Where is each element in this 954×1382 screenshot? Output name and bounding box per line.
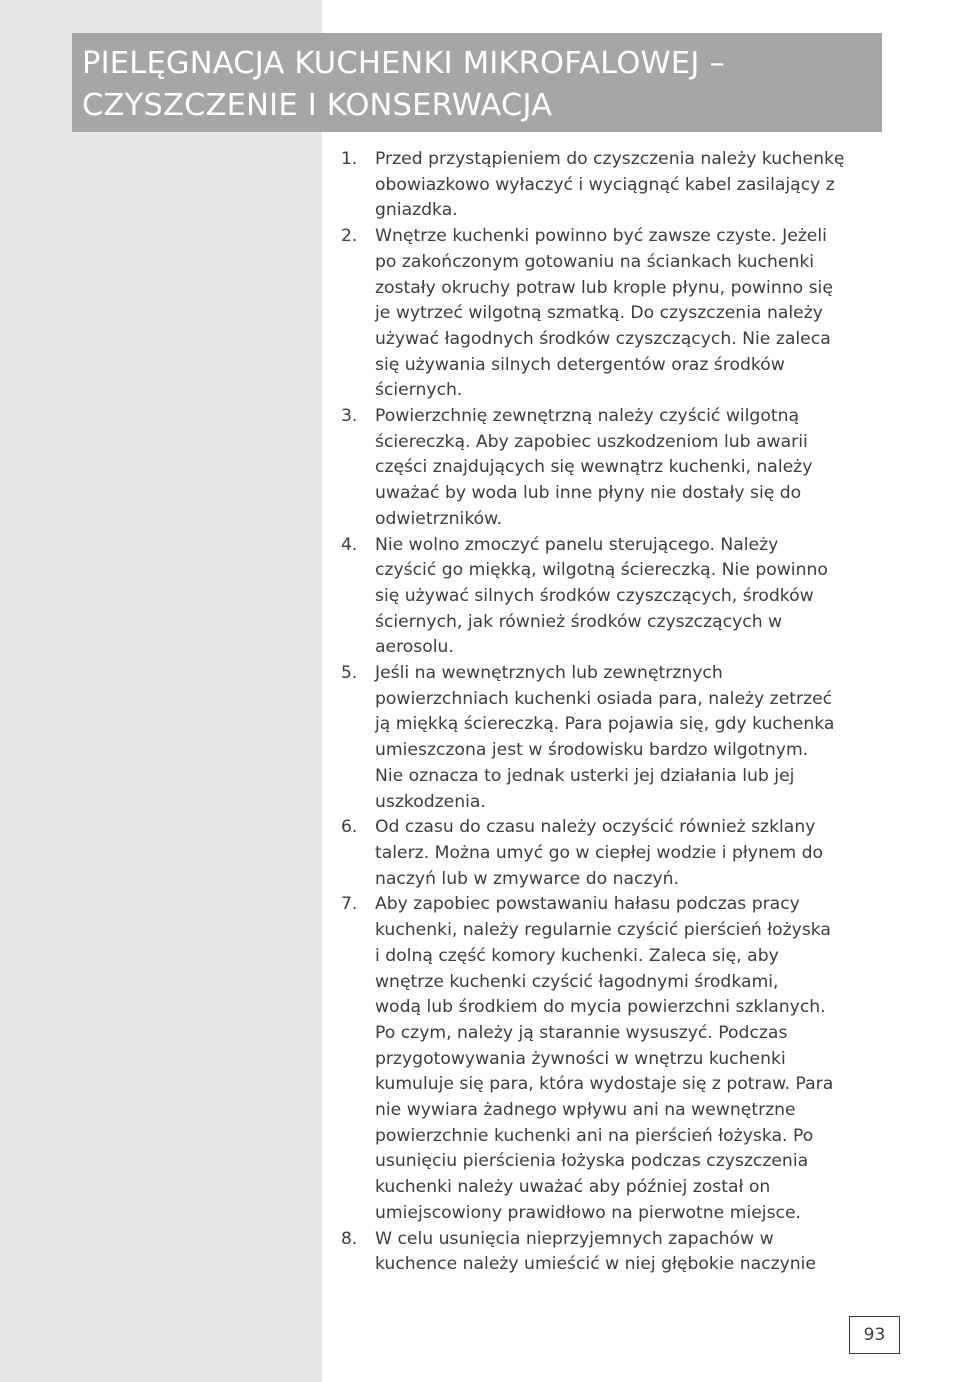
instruction-text-line: odwietrzników. [375,508,503,529]
instruction-number: 3. [341,406,358,427]
instruction-text-line: powierzchniach kuchenki osiada para, należy zetrzeć [375,688,833,709]
instruction-text-line: usunięciu pierścienia łożyska podczas czyszczenia [375,1151,809,1172]
section-title-bar [72,33,882,132]
instruction-text-line: Nie oznacza to jednak usterki jej działania lub jej [375,765,795,786]
instruction-number: 5. [341,663,358,684]
instruction-text-line: części znajdujących się wewnątrz kuchenki, należy [375,457,813,478]
instruction-text-line: W celu usunięcia nieprzyjemnych zapachów w [375,1228,774,1249]
instruction-text-line: nie wywiara żadnego wpływu ani na wewnętrzne [375,1100,796,1121]
instruction-text-line: powierzchnie kuchenki ani na pierścień łożyska. Po [375,1125,814,1146]
instruction-text-line: przygotowywania żywności w wnętrzu kuchenki [375,1048,786,1069]
instruction-list [341,147,881,1278]
instruction-number: 6. [341,817,358,838]
instruction-item [341,815,881,892]
instruction-item [341,661,881,815]
instruction-text-line: ściernych. [375,380,463,401]
instruction-item [341,1227,881,1278]
instruction-text-line: czyścić go miękką, wilgotną ściereczką. Nie powinno [375,560,828,581]
instruction-text-line: i dolną część komory kuchenki. Zaleca się, aby [375,945,779,966]
instruction-text-line: Od czasu do czasu należy oczyścić również szklany [375,817,816,838]
instruction-text-line: ściernych, jak również środków czyszczących w [375,611,783,632]
instruction-text [375,1227,881,1278]
instruction-text [375,404,881,533]
section-title-line: CZYSZCZENIE I KONSERWACJA [82,88,553,123]
instruction-text-line: gniazdka. [375,200,458,221]
instruction-text [375,661,881,815]
instruction-text-line: umieszczona jest w środowisku bardzo wilgotnym. [375,740,809,761]
instruction-number: 2. [341,226,358,247]
instruction-number: 1. [341,149,358,169]
instruction-item [341,404,881,533]
page-number-box [849,1316,900,1354]
instruction-text [375,533,881,662]
instruction-text-line: Aby zapobiec powstawaniu hałasu podczas pracy [375,894,800,915]
instruction-number: 8. [341,1228,358,1249]
instruction-text-line: aerosolu. [375,637,454,658]
instruction-item [341,533,881,662]
instruction-text-line: wnętrze kuchenki czyścić łagodnymi środkami, [375,971,779,992]
instruction-text [375,815,881,892]
instruction-text [375,892,881,1226]
side-margin-band [0,0,322,1382]
instruction-number: 4. [341,534,358,555]
instruction-text-line: ją miękką ściereczką. Para pojawia się, gdy kuchenka [375,714,835,735]
instruction-text-line: umiejscowiony prawidłowo na pierwotne miejsce. [375,1202,802,1223]
instruction-number: 7. [341,894,358,915]
instruction-text-line: kumuluje się para, która wydostaje się z potraw. Para [375,1074,834,1095]
instruction-text-line: Nie wolno zmoczyć panelu sterującego. Należy [375,534,779,555]
instruction-text-line: Jeśli na wewnętrznych lub zewnętrznych [375,663,723,684]
instruction-text-line: kuchenki należy uważać aby później został on [375,1177,771,1198]
instruction-item [341,147,881,224]
instruction-text-line: zostały okruchy potraw lub krople płynu, powinno się [375,277,833,298]
instruction-text-line: się używać silnych środków czyszczących, środków [375,585,814,606]
instruction-text-line: ściereczką. Aby zapobiec uszkodzeniom lub awarii [375,431,808,452]
instruction-text-line: naczyń lub w zmywarce do naczyń. [375,868,680,889]
instruction-text-line: po zakończonym gotowaniu na ściankach kuchenki [375,251,815,272]
section-title-line: PIELĘGNACJA KUCHENKI MIKROFALOWEJ – [82,46,725,81]
instruction-text-line: Po czym, należy ją starannie wysuszyć. Podczas [375,1022,788,1043]
instruction-text-line: używać łagodnych środków czyszczących. Nie zaleca [375,328,831,349]
instruction-text-line: talerz. Można umyć go w ciepłej wodzie i płynem do [375,842,824,863]
instruction-text-line: Przed przystąpieniem do czyszczenia należy kuchenkę [375,149,845,169]
instruction-text [375,224,881,404]
instruction-text-line: uważać by woda lub inne płyny nie dostały się do [375,483,802,504]
instruction-text [375,147,881,224]
instruction-text-line: się używania silnych detergentów oraz środków [375,354,785,375]
instruction-text-line: kuchenki, należy regularnie czyścić pierścień łożyska [375,920,831,941]
instruction-text-line: obowiazkowo wyłaczyć i wyciągnąć kabel zasilający z [375,174,835,195]
instruction-text-line: je wytrzeć wilgotną szmatką. Do czyszczenia należy [375,303,823,324]
instruction-text-line: Powierzchnię zewnętrzną należy czyścić wilgotną [375,406,800,427]
instruction-item [341,224,881,404]
instruction-item [341,892,881,1226]
instruction-text-line: kuchence należy umieścić w niej głębokie naczynie [375,1254,816,1275]
instruction-text-line: uszkodzenia. [375,791,486,812]
page-number: 93 [863,1325,886,1345]
instruction-text-line: Wnętrze kuchenki powinno być zawsze czyste. Jeżeli [375,226,827,247]
instruction-text-line: wodą lub środkiem do mycia powierzchni szklanych. [375,997,826,1018]
